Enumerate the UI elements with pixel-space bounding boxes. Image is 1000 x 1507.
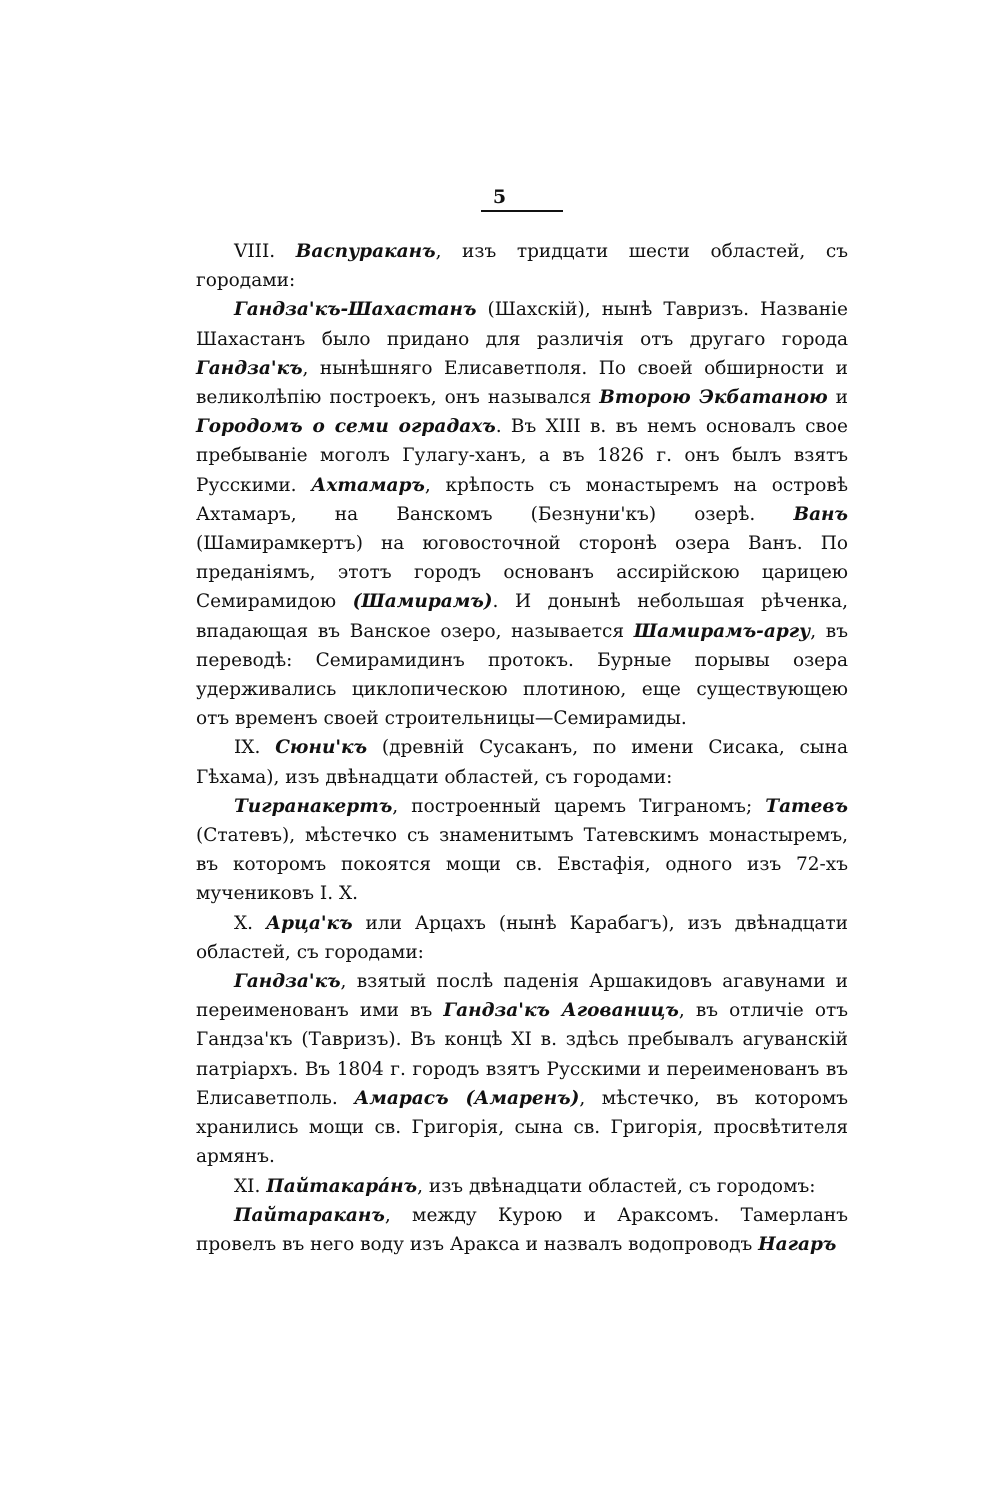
italic-term: Ахтамаръ [311, 474, 425, 496]
italic-term: Амарасъ (Амаренъ) [354, 1087, 580, 1109]
text-run: (Шамирамкертъ) на юговосточной сторонѣ озера Ванъ. По преданіямъ, этотъ городъ основанъ ассирійскою царицею Семирамидою [196, 533, 848, 613]
italic-term: Шамирамъ-аргу [633, 620, 811, 642]
text-run: IX. [234, 737, 276, 759]
text-run: , мѣстечко, въ которомъ хранились мощи св. Григорія, сына св. Григорія, просвѣтителя армянъ. [196, 1087, 848, 1168]
italic-term: Пайтакарáнъ [266, 1175, 418, 1197]
italic-term: Нагаръ [758, 1233, 837, 1255]
paragraph-viii-body [196, 295, 848, 733]
paragraph-x-body [196, 967, 848, 1171]
text-run: (древній Сусаканъ, по имени Сисака, сына Гѣхама), изъ двѣнадцати областей, съ городами: [196, 737, 848, 788]
text-run: VIII. [234, 241, 296, 262]
italic-term: Арца'къ [266, 912, 353, 934]
paragraph-x-heading [196, 909, 848, 967]
italic-term: Гандза'къ [234, 971, 341, 993]
body-text [196, 237, 848, 1259]
italic-term: Пайтараканъ [234, 1204, 385, 1226]
paragraph-xi-body [196, 1201, 848, 1259]
text-run: . И донынѣ небольшая рѣченка, впадающая въ Ванское озеро, называется [196, 591, 848, 642]
paragraph-viii-heading [196, 237, 848, 295]
text-run: или Арцахъ (нынѣ Карабагъ), изъ двѣнадцати областей, съ городами: [196, 912, 848, 963]
italic-term: Татевъ [765, 795, 848, 817]
text-run: , между Курою и Араксомъ. Тамерланъ провелъ въ него воду изъ Аракса и назвалъ водопроводъ [196, 1204, 848, 1255]
paragraph-xi-heading [196, 1172, 848, 1201]
text-run: и [827, 387, 848, 409]
page-number: 5 [492, 186, 508, 208]
paragraph-ix-heading [196, 733, 848, 791]
text-run: , нынѣшняго Елисаветполя. По своей обширности и великолѣпію построекъ, онъ назывался [196, 357, 848, 409]
text-run: , взятый послѣ паденія Аршакидовъ агавунами и переименованъ ими въ [196, 971, 848, 1022]
text-run: , крѣпость съ монастыремъ на островѣ Ахтамаръ, на Ванскомъ (Безнуни'къ) озерѣ. [196, 474, 848, 525]
text-run: . Въ XIII в. въ немъ основалъ свое пребываніе моголъ Гулагу-ханъ, а въ 1826 г. онъ былъ взятъ Русскими. [196, 416, 848, 496]
text-run: X. [234, 912, 267, 934]
text-run: , изъ двѣнадцати областей, съ городомъ: [417, 1175, 816, 1197]
text-run: , въ переводѣ: Семирамидинъ протокъ. Бурные порывы озера удерживались циклопическою плотиною, еще существующею отъ временъ своей строительницы—Семирамиды. [196, 620, 848, 730]
text-run: , въ отличіе отъ Гандза'къ (Тавризъ). Въ концѣ XI в. здѣсь пребывалъ агуванскій патріархъ. Въ 1804 г. городъ взятъ Русскими и переименованъ въ Елисаветполь. [196, 1000, 848, 1109]
text-run: (Статевъ), мѣстечко съ знаменитымъ Татевскимъ монастыремъ, въ которомъ покоятся мощи св. Евстафія, одного изъ 72-хъ мучениковъ І. Х. [196, 825, 848, 905]
text-run: , построенный царемъ Тиграномъ; [392, 795, 766, 817]
text-run: (Шахскій), нынѣ Тавризъ. Названіе Шахастанъ было придано для различія отъ другаго города [196, 299, 848, 350]
italic-term: Городомъ о семи оградахъ [196, 416, 496, 438]
text-run: , изъ тридцати шести областей, съ городами: [196, 241, 849, 292]
italic-term: Гандза'къ Агованицъ [443, 1000, 679, 1022]
italic-term: Тигранакертъ [234, 795, 393, 817]
italic-term: Гандза'къ-Шахастанъ [234, 299, 477, 321]
paragraph-ix-body [196, 792, 848, 909]
italic-term: Второю Экбатаною [599, 387, 828, 409]
italic-term: Васпураканъ [295, 241, 436, 262]
italic-term: Гандза'къ [196, 357, 303, 379]
italic-term: (Шамирамъ) [352, 591, 493, 613]
italic-term: Ванъ [793, 503, 848, 525]
text-run: XI. [234, 1175, 267, 1197]
italic-term: Сюни'къ [275, 737, 368, 759]
page-number-rule [481, 210, 563, 212]
